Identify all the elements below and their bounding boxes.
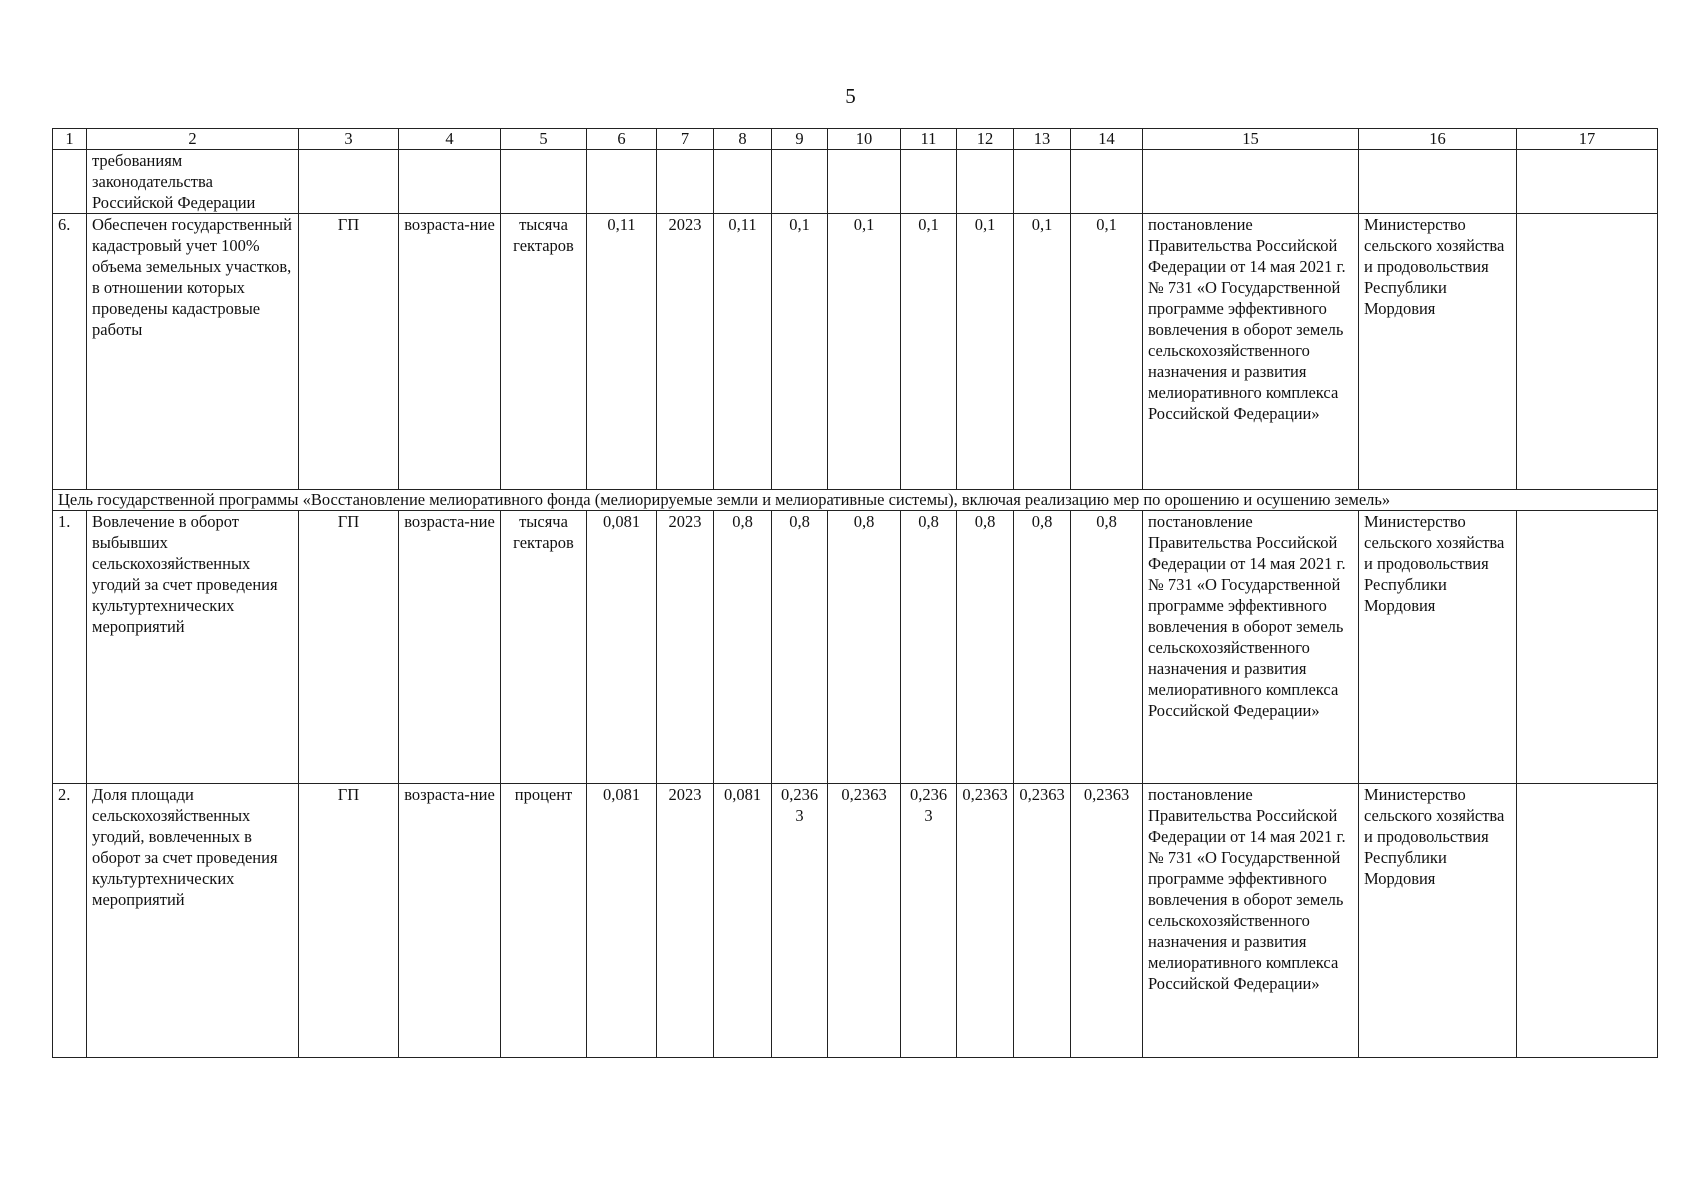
cell-indicator-name: требованиям законодательства Российской Федерации	[87, 150, 299, 214]
column-number: 15	[1143, 129, 1359, 150]
cell-empty	[1143, 150, 1359, 214]
cell-level: ГП	[299, 784, 399, 1058]
cell-value: 0,1	[957, 214, 1014, 490]
cell-value: 0,1	[901, 214, 957, 490]
cell-indicator-name: Доля площади сельскохозяйственных угодий, вовлеченных в оборот за счет проведения культуртехнических мероприятий	[87, 784, 299, 1058]
cell-direction: возраста-ние	[399, 511, 501, 784]
cell-empty	[1071, 150, 1143, 214]
cell-indicator-name: Обеспечен государственный кадастровый учет 100% объема земельных участков, в отношении которых проведены кадастровые работы	[87, 214, 299, 490]
cell-value: 0,11	[714, 214, 772, 490]
cell-value: 0,8	[772, 511, 828, 784]
cell-value: 0,2363	[901, 784, 957, 1058]
cell-empty	[714, 150, 772, 214]
cell-value: 0,8	[1071, 511, 1143, 784]
table-row	[53, 214, 1658, 490]
cell-value: 0,1	[772, 214, 828, 490]
cell-value: 0,8	[714, 511, 772, 784]
table-row	[53, 784, 1658, 1058]
cell-empty	[587, 150, 657, 214]
column-number: 7	[657, 129, 714, 150]
cell-num: 1.	[53, 511, 87, 784]
cell-empty	[1359, 150, 1517, 214]
column-number: 8	[714, 129, 772, 150]
column-number: 13	[1014, 129, 1071, 150]
column-number: 3	[299, 129, 399, 150]
cell-value: 0,2363	[772, 784, 828, 1058]
cell-responsible: Министерство сельского хозяйства и продовольствия Республики Мордовия	[1359, 511, 1517, 784]
cell-num: 2.	[53, 784, 87, 1058]
cell-num	[53, 150, 87, 214]
cell-value: 0,2363	[1014, 784, 1071, 1058]
cell-empty	[299, 150, 399, 214]
column-number: 5	[501, 129, 587, 150]
column-number: 1	[53, 129, 87, 150]
column-numbers-row	[53, 129, 1658, 150]
program-goal: Цель государственной программы «Восстановление мелиоративного фонда (мелиорируемые земли и мелиоративные системы), включая реализацию мер по орошению и осушению земель»	[53, 490, 1658, 511]
cell-base-year: 2023	[657, 214, 714, 490]
column-number: 14	[1071, 129, 1143, 150]
cell-value: 0,1	[828, 214, 901, 490]
cell-value: 0,8	[957, 511, 1014, 784]
column-number: 4	[399, 129, 501, 150]
cell-value: 0,1	[1071, 214, 1143, 490]
cell-value: 0,081	[714, 784, 772, 1058]
cell-empty	[772, 150, 828, 214]
cell-base-year: 2023	[657, 511, 714, 784]
cell-col17	[1517, 214, 1658, 490]
continuation-row	[53, 150, 1658, 214]
cell-unit: процент	[501, 784, 587, 1058]
cell-base-value: 0,081	[587, 511, 657, 784]
cell-direction: возраста-ние	[399, 784, 501, 1058]
cell-value: 0,2363	[828, 784, 901, 1058]
cell-unit: тысяча гектаров	[501, 511, 587, 784]
column-number: 9	[772, 129, 828, 150]
cell-base-value: 0,11	[587, 214, 657, 490]
cell-empty	[957, 150, 1014, 214]
cell-empty	[399, 150, 501, 214]
cell-responsible: Министерство сельского хозяйства и продовольствия Республики Мордовия	[1359, 784, 1517, 1058]
column-number: 6	[587, 129, 657, 150]
cell-col17	[1517, 784, 1658, 1058]
cell-direction: возраста-ние	[399, 214, 501, 490]
cell-document: постановление Правительства Российской Федерации от 14 мая 2021 г. № 731 «О Государственной программе эффективного вовлечения в оборот земель сельскохозяйственного назначения и развития мелиоративного комплекса Российской Федерации»	[1143, 214, 1359, 490]
column-number: 10	[828, 129, 901, 150]
cell-indicator-name: Вовлечение в оборот выбывших сельскохозяйственных угодий за счет проведения культуртехнических мероприятий	[87, 511, 299, 784]
cell-level: ГП	[299, 214, 399, 490]
page-number: 5	[845, 84, 856, 108]
cell-empty	[828, 150, 901, 214]
cell-document: постановление Правительства Российской Федерации от 14 мая 2021 г. № 731 «О Государственной программе эффективного вовлечения в оборот земель сельскохозяйственного назначения и развития мелиоративного комплекса Российской Федерации»	[1143, 784, 1359, 1058]
cell-level: ГП	[299, 511, 399, 784]
cell-empty	[1517, 150, 1658, 214]
cell-value: 0,8	[828, 511, 901, 784]
cell-num: 6.	[53, 214, 87, 490]
cell-col17	[1517, 511, 1658, 784]
column-number: 2	[87, 129, 299, 150]
cell-empty	[1014, 150, 1071, 214]
cell-base-year: 2023	[657, 784, 714, 1058]
table-row	[53, 511, 1658, 784]
cell-value: 0,2363	[1071, 784, 1143, 1058]
column-number: 12	[957, 129, 1014, 150]
cell-unit: тысяча гектаров	[501, 214, 587, 490]
cell-value: 0,8	[901, 511, 957, 784]
cell-base-value: 0,081	[587, 784, 657, 1058]
column-number: 17	[1517, 129, 1658, 150]
indicators-table	[52, 128, 1658, 1058]
cell-empty	[901, 150, 957, 214]
cell-value: 0,1	[1014, 214, 1071, 490]
cell-value: 0,2363	[957, 784, 1014, 1058]
cell-empty	[657, 150, 714, 214]
cell-value: 0,8	[1014, 511, 1071, 784]
column-number: 16	[1359, 129, 1517, 150]
column-number: 11	[901, 129, 957, 150]
cell-empty	[501, 150, 587, 214]
cell-responsible: Министерство сельского хозяйства и продовольствия Республики Мордовия	[1359, 214, 1517, 490]
goal-row	[53, 490, 1658, 511]
cell-document: постановление Правительства Российской Федерации от 14 мая 2021 г. № 731 «О Государственной программе эффективного вовлечения в оборот земель сельскохозяйственного назначения и развития мелиоративного комплекса Российской Федерации»	[1143, 511, 1359, 784]
